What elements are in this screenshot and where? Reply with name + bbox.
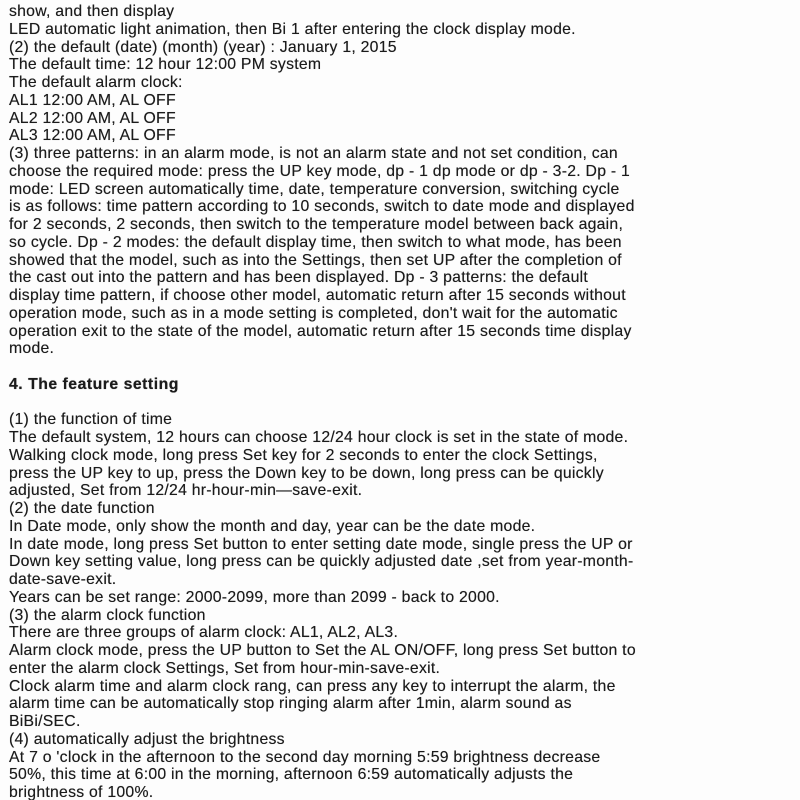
text-line: is as follows: time pattern according to 10 seconds, switch to date mode and displayed (9, 198, 635, 216)
text-line: Clock alarm time and alarm clock rang, can press any key to interrupt the alarm, the (9, 677, 616, 695)
text-line: Alarm clock mode, press the UP button to Set the AL ON/OFF, long press Set button to (9, 642, 636, 659)
text-line: LED automatic light animation, then Bi 1 after entering the clock display mode. (9, 20, 576, 38)
text-line: so cycle. Dp - 2 modes: the default display time, then switch to what mode, has been (9, 233, 622, 251)
text-line: mode. (9, 340, 55, 358)
text-line: for 2 seconds, 2 seconds, then switch to the temperature model between back again, (9, 216, 624, 233)
text-line: operation mode, such as in a mode setting is completed, don't wait for the automatic (9, 304, 618, 322)
text-line: In date mode, long press Set button to enter setting date mode, single press the UP or (9, 535, 633, 553)
text-line: (2) the date function (9, 500, 155, 517)
text-line: the cast out into the pattern and has been displayed. Dp - 3 patterns: the default (9, 269, 589, 287)
blank-line (9, 358, 800, 376)
text-line: The default alarm clock: (9, 74, 183, 91)
text-line: BiBi/SEC. (9, 713, 81, 730)
text-line: press the UP key to up, press the Down key to be down, long press can be quickly (9, 464, 604, 482)
text-line: The default system, 12 hours can choose 12/24 hour clock is set in the state of mode. (9, 429, 629, 446)
text-line: (3) three patterns: in an alarm mode, is not an alarm state and not set condition, can (9, 145, 618, 162)
text-line: Years can be set range: 2000-2099, more than 2099 - back to 2000. (9, 588, 500, 606)
text-line: 50%, this time at 6:00 in the morning, afternoon 6:59 automatically adjusts the (9, 766, 574, 784)
text-line: display time pattern, if choose other model, automatic return after 15 seconds without (9, 287, 626, 304)
text-line: choose the required mode: press the UP key mode, dp - 1 dp mode or dp - 3-2. Dp - 1 (9, 162, 631, 180)
text-line: (4) automatically adjust the brightness (9, 730, 285, 748)
text-line: AL1 12:00 AM, AL OFF (9, 91, 176, 109)
text-line: adjusted, Set from 12/24 hr-hour-min—save-exit. (9, 482, 363, 500)
text-line: Down key setting value, long press can be quickly adjusted date ,set from year-month- (9, 553, 634, 571)
text-line: showed that the model, such as into the Settings, then set UP after the completion of (9, 251, 622, 269)
text-line: (1) the function of time (9, 411, 173, 429)
text-line: AL3 12:00 AM, AL OFF (9, 127, 176, 145)
text-line: AL2 12:00 AM, AL OFF (9, 109, 176, 127)
text-line: In Date mode, only show the month and day, year can be the date mode. (9, 517, 536, 535)
text-column (9, 3, 800, 800)
text-line: show, and then display (9, 3, 175, 20)
text-line: (2) the default (date) (month) (year) : January 1, 2015 (9, 38, 397, 56)
text-line: Walking clock mode, long press Set key for 2 seconds to enter the clock Settings, (9, 446, 598, 464)
text-line: alarm time can be automatically stop ringing alarm after 1min, alarm sound as (9, 695, 572, 713)
text-line: date-save-exit. (9, 571, 117, 588)
text-line: mode: LED screen automatically time, date, temperature conversion, switching cycle (9, 180, 620, 198)
text-line: (3) the alarm clock function (9, 606, 206, 624)
text-line: There are three groups of alarm clock: AL1, AL2, AL3. (9, 624, 399, 642)
text-line: brightness of 100%. (9, 784, 154, 800)
text-line: At 7 o 'clock in the afternoon to the second day morning 5:59 brightness decrease (9, 748, 601, 766)
text-line: enter the alarm clock Settings, Set from hour-min-save-exit. (9, 659, 441, 677)
section-heading: 4. The feature setting (9, 375, 179, 393)
text-line: operation exit to the state of the model, automatic return after 15 seconds time display (9, 322, 632, 340)
text-line: The default time: 12 hour 12:00 PM system (9, 56, 322, 74)
blank-line (9, 394, 800, 412)
